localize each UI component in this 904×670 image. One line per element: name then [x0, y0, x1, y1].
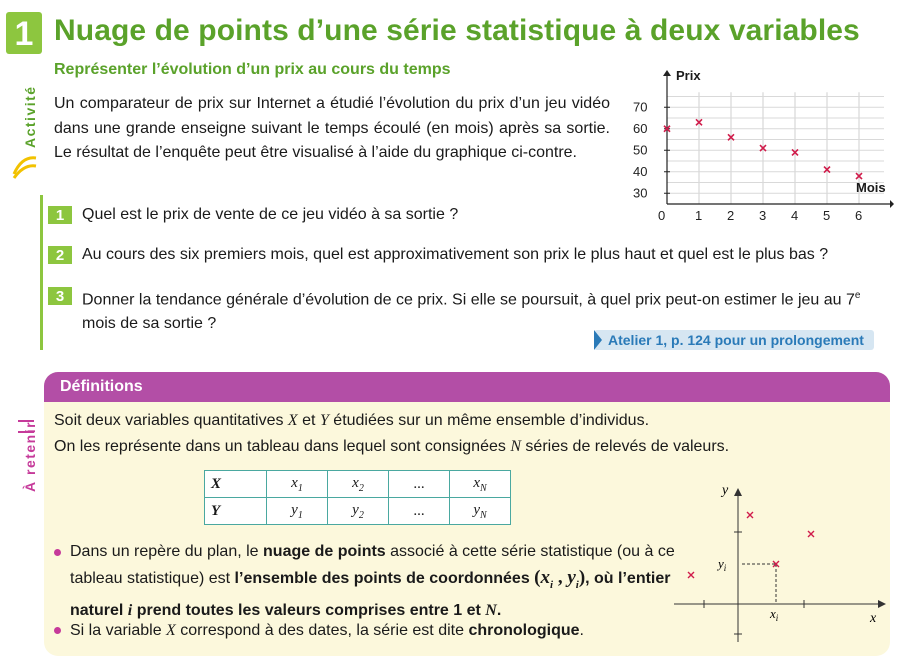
table-cell: $x_2$ [328, 471, 389, 498]
bullet-icon [54, 627, 61, 634]
arrow-right-icon [594, 330, 602, 350]
x-tick-label: 3 [759, 208, 767, 223]
x-tick-label: 1 [695, 208, 703, 223]
scatter-points [688, 512, 814, 578]
lightbulb-icon [10, 152, 38, 180]
y-tick-label: 40 [633, 163, 648, 179]
table-row-header: X [205, 471, 267, 498]
x-tick-label: 4 [791, 208, 799, 223]
y-axis-label: y [722, 483, 729, 498]
question-2-badge: 2 [48, 246, 72, 264]
x-axis-label: Mois [856, 180, 886, 195]
table-cell: $x_N$ [450, 471, 511, 498]
table-row [205, 498, 511, 525]
y-tick-label: 60 [633, 120, 648, 136]
y-axis-arrow [734, 488, 742, 496]
bullet-icon [54, 549, 61, 556]
question-3-badge: 3 [48, 287, 72, 305]
question-2-text: Au cours des six premiers mois, quel est approximativement son prix le plus haut et quel est le plus bas ? [82, 246, 829, 263]
activity-side-label: Activité [22, 85, 38, 148]
schematic-scatter-diagram [672, 482, 886, 642]
definition-line-1: Soit deux variables quantitatives X et Y étudiées sur un même ensemble d’individus. [54, 412, 650, 429]
x-tick-label: 0 [658, 208, 666, 223]
table-cell: ... [389, 498, 450, 525]
data-table [204, 470, 511, 525]
retenir-side-label: À retenir [22, 420, 38, 492]
price-scatter-chart [630, 66, 894, 226]
definition-line-2: On les représente dans un tableau dans lequel sont consignées N séries de relevés de valeurs. [54, 438, 730, 455]
activity-side-bar [40, 195, 43, 350]
y-tick-label: 30 [633, 185, 648, 201]
definitions-header [44, 372, 890, 402]
table-cell: $y_N$ [450, 498, 511, 525]
x-tick-label: 6 [855, 208, 863, 223]
activity-title: Nuage de points d’une série statistique à deux variables [54, 14, 860, 47]
atelier-link[interactable]: Atelier 1, p. 124 pour un prolongement [594, 330, 874, 350]
y-tick-label: 70 [633, 99, 648, 115]
table-cell: ... [389, 471, 450, 498]
question-1-text: Quel est le prix de vente de ce jeu vidéo à sa sortie ? [82, 206, 459, 223]
table-cell: $y_2$ [328, 498, 389, 525]
scatter-point [747, 512, 753, 518]
activity-subtitle: Représenter l’évolution d’un prix au cours du temps [54, 61, 451, 78]
question-3-text: Donner la tendance générale d’évolution de ce prix. Si elle se poursuit, à quel prix peut-on estimer le jeu au 7e mois de sa sortie ? [82, 290, 861, 333]
definition-bullet-1: Dans un repère du plan, le nuage de points associé à cette série statistique (ou à ce tableau statistique) est l’ensemble des points de coordonnées ($x_i$ , $y_i$), où l’entier naturel i prend toutes les valeurs comprises entre 1 et N. [70, 543, 675, 619]
y-tick-label: 50 [633, 142, 648, 158]
table-cell: $y_1$ [267, 498, 328, 525]
table-cell: $x_1$ [267, 471, 328, 498]
definitions-box [44, 372, 890, 656]
table-row [205, 471, 511, 498]
chart-grid [667, 92, 884, 204]
x-tick-label: 5 [823, 208, 831, 223]
table-row-header: Y [205, 498, 267, 525]
definition-bullet-2: Si la variable X correspond à des dates, la série est dite chronologique. [70, 622, 584, 639]
x-tick-label: 2 [727, 208, 735, 223]
activity-intro: Un comparateur de prix sur Internet a étudié l’évolution du prix d’un jeu vidéo dans une grande enseigne suivant le temps écoulé (en mois) après sa sortie. Le résultat de l’enquête peut être visualisé à l’aide du graphique ci-contre. [54, 95, 610, 161]
x-i-label: $x_i$ [770, 606, 779, 623]
scatter-point [808, 531, 814, 537]
x-axis-arrow [890, 200, 894, 208]
scatter-point [688, 572, 694, 578]
activity-number-badge: 1 [6, 12, 42, 54]
definitions-title: Définitions [60, 378, 143, 395]
y-i-label: $y_i$ [718, 556, 727, 573]
question-1-badge: 1 [48, 206, 72, 224]
y-axis-label: Prix [676, 68, 701, 83]
y-axis-arrow [663, 70, 671, 76]
x-axis-arrow [878, 600, 886, 608]
x-axis-label: x [870, 611, 877, 626]
